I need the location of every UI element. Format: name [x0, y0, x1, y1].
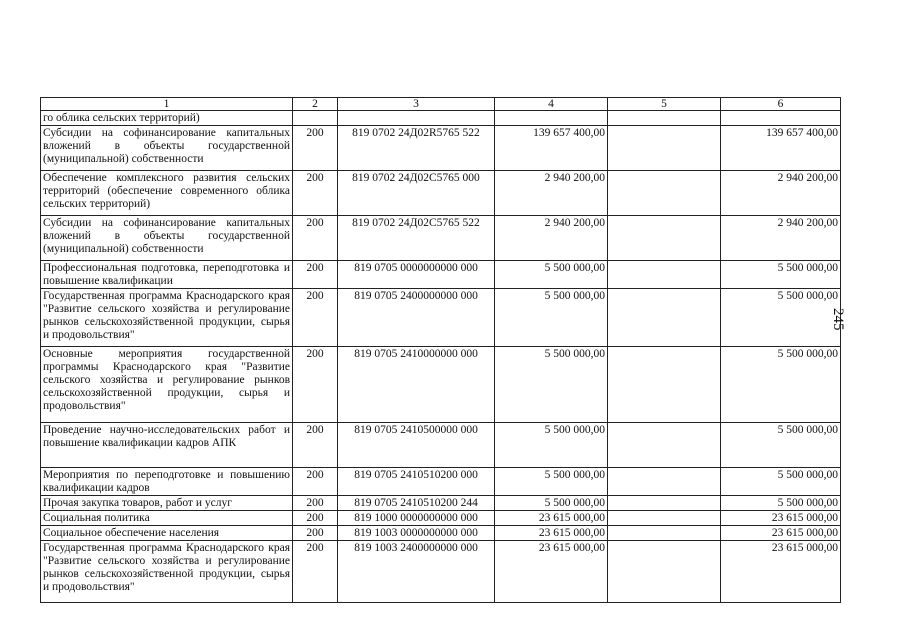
- row-sum-1: 5 500 000,00: [495, 468, 608, 496]
- row-sum-3: 2 940 200,00: [721, 216, 841, 261]
- row-name: Государственная программа Краснодарского края "Развитие сельского хозяйства и регулирование рынков сельскохозяйственной продукции, сырья и продовольствия": [41, 289, 293, 347]
- row-code: 819 0702 24Д02С5765 000: [338, 171, 495, 216]
- row-code: 819 0705 2400000000 000: [338, 289, 495, 347]
- row-vr: 200: [293, 496, 338, 511]
- row-vr: 200: [293, 468, 338, 496]
- row-vr: 200: [293, 511, 338, 526]
- table-row: [41, 216, 841, 261]
- row-sum-3: [721, 111, 841, 126]
- row-vr: 200: [293, 261, 338, 289]
- header-col-6: 6: [721, 98, 841, 111]
- row-code: 819 0705 2410510200 000: [338, 468, 495, 496]
- row-name: Прочая закупка товаров, работ и услуг: [41, 496, 293, 511]
- row-name: Проведение научно-исследовательских работ и повышение квалификации кадров АПК: [41, 423, 293, 468]
- page-number: 245: [830, 308, 846, 331]
- table-row: [41, 511, 841, 526]
- row-sum-1: [495, 111, 608, 126]
- table-row: [41, 468, 841, 496]
- table-row: [41, 423, 841, 468]
- table-row: [41, 496, 841, 511]
- row-vr: 200: [293, 216, 338, 261]
- row-sum-2: [608, 526, 721, 541]
- row-sum-3: 5 500 000,00: [721, 423, 841, 468]
- table-row: [41, 541, 841, 603]
- row-code: 819 0705 2410510200 244: [338, 496, 495, 511]
- table-header-row: [41, 98, 841, 111]
- budget-table: [40, 97, 841, 603]
- table-row: [41, 171, 841, 216]
- table-row: [41, 289, 841, 347]
- row-vr: 200: [293, 126, 338, 171]
- row-name: Мероприятия по переподготовке и повышению квалификации кадров: [41, 468, 293, 496]
- header-col-2: 2: [293, 98, 338, 111]
- row-sum-2: [608, 171, 721, 216]
- row-sum-3: 23 615 000,00: [721, 526, 841, 541]
- row-name: Субсидии на софинансирование капитальных вложений в объекты государственной (муниципальной) собственности: [41, 216, 293, 261]
- row-sum-2: [608, 468, 721, 496]
- row-sum-3: 23 615 000,00: [721, 541, 841, 603]
- table-row: [41, 111, 841, 126]
- row-vr: 200: [293, 526, 338, 541]
- row-name: Социальная политика: [41, 511, 293, 526]
- row-sum-3: 5 500 000,00: [721, 468, 841, 496]
- row-code: 819 1003 0000000000 000: [338, 526, 495, 541]
- row-code: 819 0702 24Д02R5765 522: [338, 126, 495, 171]
- row-sum-1: 5 500 000,00: [495, 423, 608, 468]
- row-sum-3: 139 657 400,00: [721, 126, 841, 171]
- row-code: 819 0705 2410000000 000: [338, 347, 495, 423]
- row-sum-2: [608, 261, 721, 289]
- row-sum-3: 23 615 000,00: [721, 511, 841, 526]
- row-vr: 200: [293, 289, 338, 347]
- row-sum-2: [608, 423, 721, 468]
- row-sum-1: 2 940 200,00: [495, 216, 608, 261]
- row-sum-1: 2 940 200,00: [495, 171, 608, 216]
- row-name: Профессиональная подготовка, переподготовка и повышение квалификации: [41, 261, 293, 289]
- row-code: 819 0705 0000000000 000: [338, 261, 495, 289]
- row-sum-2: [608, 347, 721, 423]
- row-code: 819 0702 24Д02С5765 522: [338, 216, 495, 261]
- table-row: [41, 526, 841, 541]
- row-sum-1: 5 500 000,00: [495, 347, 608, 423]
- row-code: [338, 111, 495, 126]
- row-name: Обеспечение комплексного развития сельских территорий (обеспечение современного облика сельских территорий): [41, 171, 293, 216]
- row-sum-2: [608, 541, 721, 603]
- row-vr: 200: [293, 541, 338, 603]
- row-sum-1: 5 500 000,00: [495, 496, 608, 511]
- row-sum-1: 5 500 000,00: [495, 289, 608, 347]
- row-sum-1: 23 615 000,00: [495, 511, 608, 526]
- header-col-1: 1: [41, 98, 293, 111]
- row-vr: 200: [293, 171, 338, 216]
- row-sum-2: [608, 496, 721, 511]
- row-sum-3: 5 500 000,00: [721, 261, 841, 289]
- row-code: 819 0705 2410500000 000: [338, 423, 495, 468]
- row-sum-3: 5 500 000,00: [721, 289, 841, 347]
- row-sum-1: 5 500 000,00: [495, 261, 608, 289]
- row-code: 819 1003 2400000000 000: [338, 541, 495, 603]
- header-col-5: 5: [608, 98, 721, 111]
- row-sum-3: 5 500 000,00: [721, 496, 841, 511]
- row-sum-1: 23 615 000,00: [495, 526, 608, 541]
- table-row: [41, 126, 841, 171]
- row-name: Субсидии на софинансирование капитальных вложений в объекты государственной (муниципальной) собственности: [41, 126, 293, 171]
- table-row: [41, 261, 841, 289]
- row-name: го облика сельских территорий): [41, 111, 293, 126]
- row-vr: 200: [293, 347, 338, 423]
- table-row: [41, 347, 841, 423]
- header-col-4: 4: [495, 98, 608, 111]
- row-name: Основные мероприятия государственной программы Краснодарского края "Развитие сельского хозяйства и регулирование рынков сельскохозяйственной продукции, сырья и продовольствия": [41, 347, 293, 423]
- row-sum-1: 23 615 000,00: [495, 541, 608, 603]
- row-sum-2: [608, 289, 721, 347]
- row-sum-2: [608, 216, 721, 261]
- row-sum-1: 139 657 400,00: [495, 126, 608, 171]
- row-sum-2: [608, 126, 721, 171]
- row-code: 819 1000 0000000000 000: [338, 511, 495, 526]
- header-col-3: 3: [338, 98, 495, 111]
- row-sum-2: [608, 511, 721, 526]
- row-vr: 200: [293, 423, 338, 468]
- row-name: Социальное обеспечение населения: [41, 526, 293, 541]
- row-vr: [293, 111, 338, 126]
- row-sum-2: [608, 111, 721, 126]
- row-sum-3: 5 500 000,00: [721, 347, 841, 423]
- budget-table-body: [41, 98, 841, 603]
- row-sum-3: 2 940 200,00: [721, 171, 841, 216]
- row-name: Государственная программа Краснодарского края "Развитие сельского хозяйства и регулирование рынков сельскохозяйственной продукции, сырья и продовольствия": [41, 541, 293, 603]
